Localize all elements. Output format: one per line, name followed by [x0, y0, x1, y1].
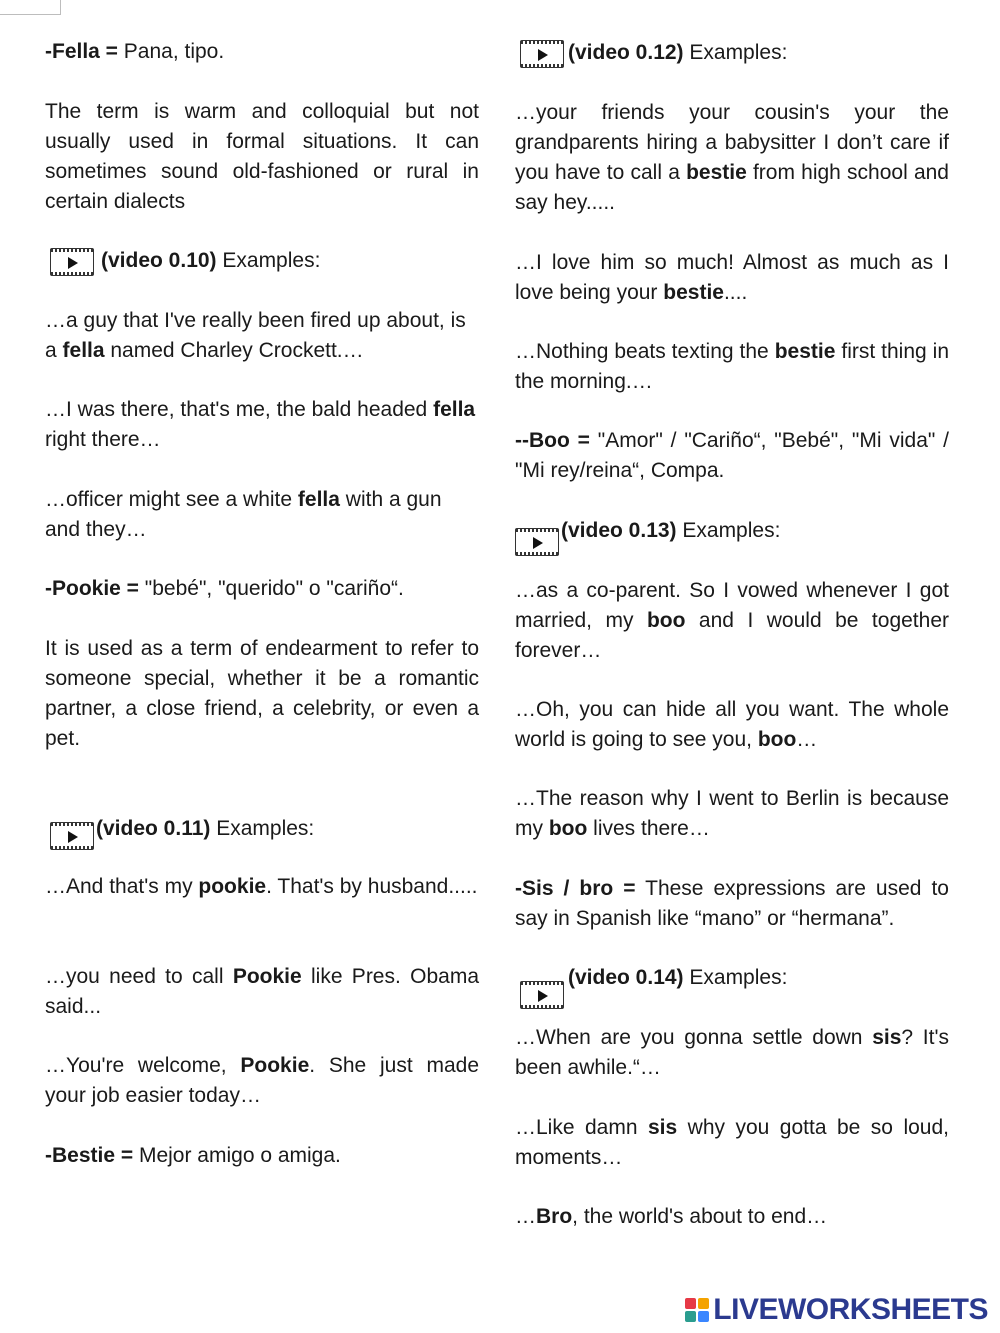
liveworksheets-logo[interactable]: [685, 1295, 988, 1325]
logo-square-1: [685, 1298, 696, 1309]
video-013-header[interactable]: (video 0.13) Examples:: [515, 516, 780, 556]
sis-example-2: …Like damn sis why you gotta be so loud, moments…: [515, 1116, 949, 1169]
pookie-example-1: …And that's my pookie. That's by husband.....: [45, 875, 478, 898]
video-film-icon[interactable]: [520, 40, 564, 68]
fella-example-3: …officer might see a white fella with a gun and they…: [45, 488, 442, 541]
video-film-icon[interactable]: [50, 822, 94, 850]
video-film-icon[interactable]: [515, 528, 559, 556]
pookie-example-3: …You're welcome, Pookie. She just made your job easier today…: [45, 1054, 480, 1107]
liveworksheets-logo-icon: [685, 1298, 709, 1322]
video-film-icon[interactable]: [50, 248, 94, 276]
pookie-note: It is used as a term of endearment to refer to someone special, whether it be a romantic partner, a close friend, a celebrity, or even a pet.: [45, 637, 479, 750]
fella-note: The term is warm and colloquial but not usually used in formal situations. It can sometimes sound old-fashioned or rural in certain dialects: [45, 100, 479, 213]
brand-text: LIVEWORKSHEETS: [713, 1293, 988, 1326]
video-film-icon[interactable]: [520, 981, 564, 1009]
pookie-example-2: …you need to call Pookie like Pres. Obama said...: [45, 965, 479, 1018]
boo-definition: --Boo = "Amor" / "Cariño“, "Bebé", "Mi vida" / "Mi rey/reina“, Compa.: [515, 429, 949, 482]
bestie-example-1: …your friends your cousin's your the grandparents hiring a babysitter I don’t care if you have to call a bestie from high school and say hey.....: [515, 101, 949, 214]
bro-example-1: …Bro, the world's about to end…: [515, 1205, 828, 1228]
fella-example-2: …I was there, that's me, the bald headed fella right there…: [45, 398, 476, 451]
corner-tab: [0, 0, 61, 15]
logo-square-3: [685, 1311, 696, 1322]
fella-example-1: …a guy that I've really been fired up about, is a fella named Charley Crockett.…: [45, 309, 466, 362]
video-011-header[interactable]: (video 0.11) Examples:: [50, 814, 314, 850]
bestie-example-2: …I love him so much! Almost as much as I love being your bestie....: [515, 251, 949, 304]
sis-bro-definition: -Sis / bro = These expressions are used to say in Spanish like “mano” or “hermana”.: [515, 877, 949, 930]
video-014-header[interactable]: (video 0.14) Examples:: [520, 963, 787, 1009]
bestie-example-3: …Nothing beats texting the bestie first thing in the morning.…: [515, 340, 949, 393]
logo-square-2: [698, 1298, 709, 1309]
pookie-definition: -Pookie = "bebé", "querido" o "cariño“.: [45, 577, 404, 600]
video-012-header[interactable]: (video 0.12) Examples:: [520, 38, 787, 68]
boo-example-3: …The reason why I went to Berlin is because my boo lives there…: [515, 787, 949, 840]
boo-example-2: …Oh, you can hide all you want. The whole world is going to see you, boo…: [515, 698, 949, 751]
video-010-header[interactable]: (video 0.10) Examples:: [50, 246, 320, 276]
logo-square-4: [698, 1311, 709, 1322]
bestie-definition: -Bestie = Mejor amigo o amiga.: [45, 1144, 341, 1167]
boo-example-1: …as a co-parent. So I vowed whenever I got married, my boo and I would be together forever…: [515, 579, 949, 662]
fella-definition: -Fella = Pana, tipo.: [45, 40, 225, 63]
sis-example-1: …When are you gonna settle down sis? It's been awhile.“…: [515, 1026, 949, 1079]
